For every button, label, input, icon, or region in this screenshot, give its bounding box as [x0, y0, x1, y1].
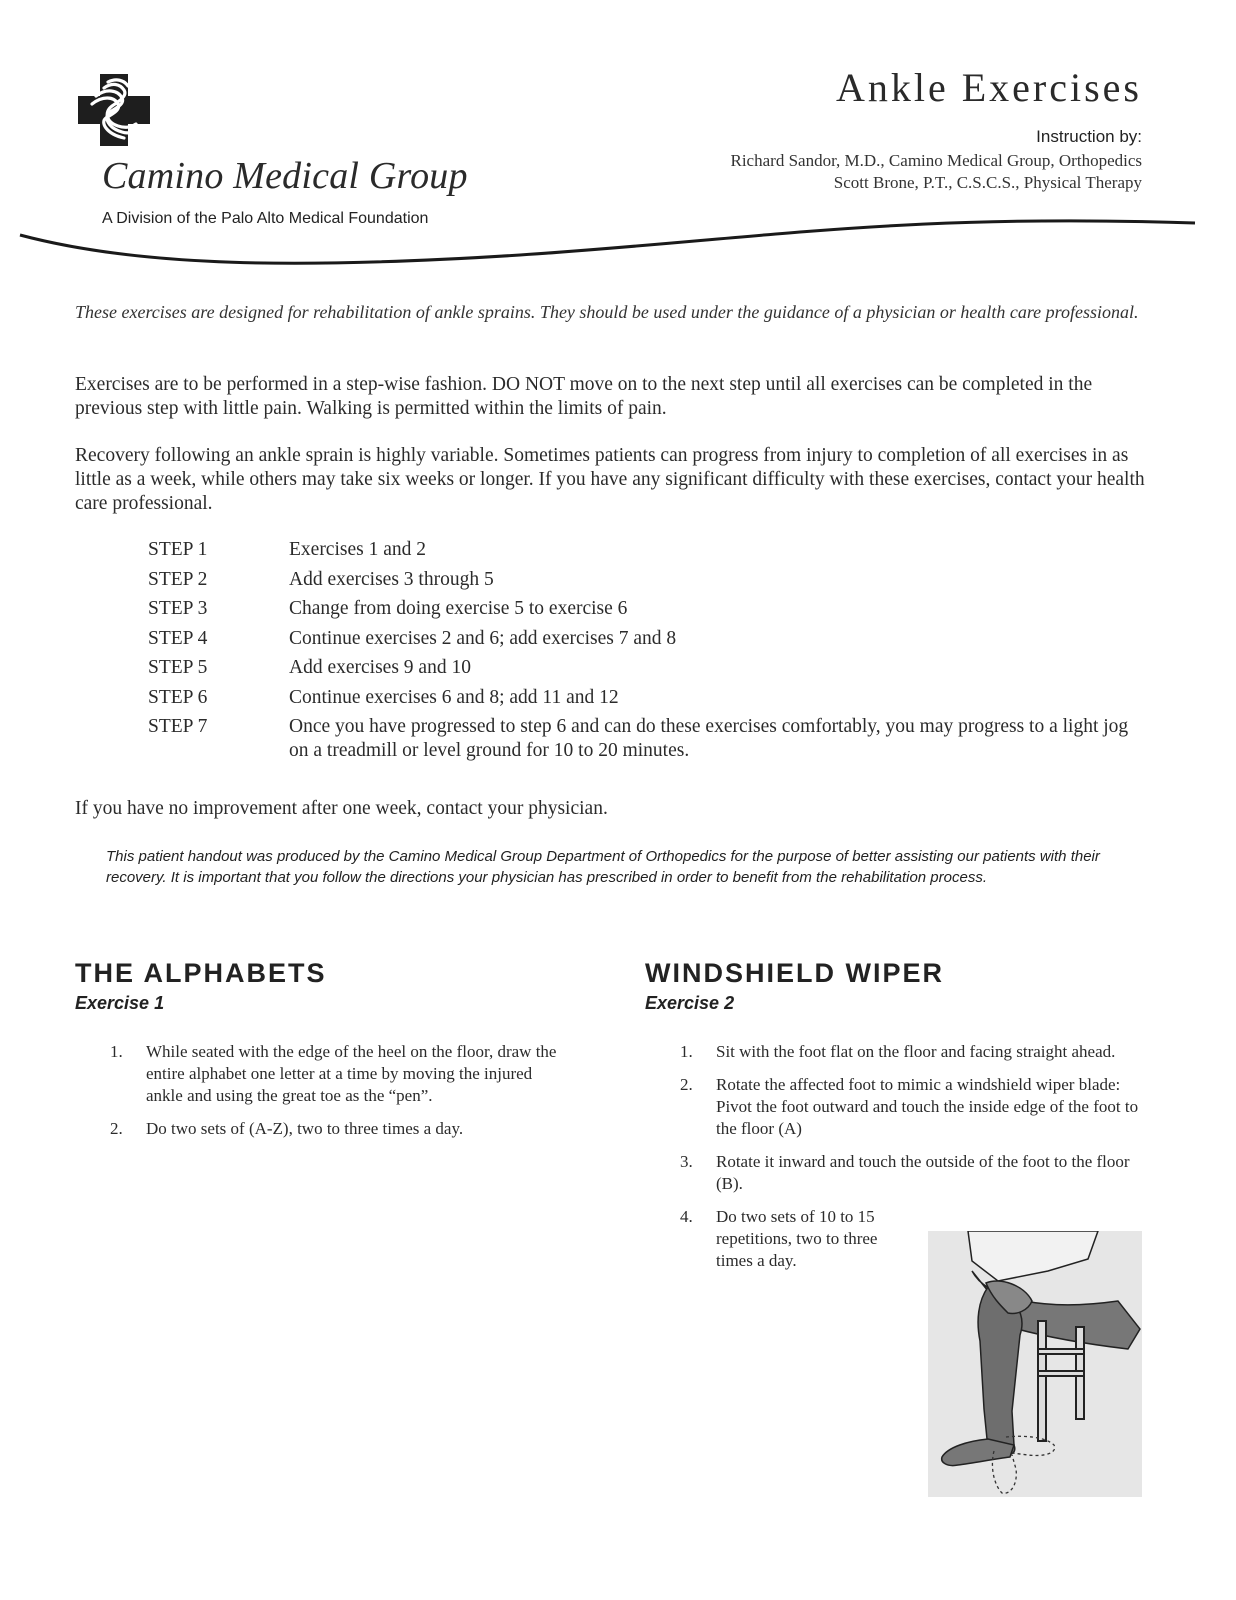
exercise-title: WINDSHIELD WIPER: [645, 958, 944, 988]
disclaimer-text: This patient handout was produced by the Camino Medical Group Department of Orthopedics for the purpose of better assisting our patients with their recovery. It is important that you follow the directions your physician has prescribed in order to benefit from the rehabilitation process.: [106, 848, 1100, 886]
step-text: Exercises 1 and 2: [289, 539, 426, 560]
step-row: [148, 627, 1148, 651]
list-item: [680, 1074, 1140, 1140]
list-item-text: Do two sets of (A-Z), two to three times a day.: [146, 1119, 464, 1138]
list-item-number: 1.: [680, 1042, 693, 1061]
exercise-instructions: [110, 1041, 560, 1151]
step-label: STEP 5: [148, 657, 208, 678]
exercise-title: THE ALPHABETS: [75, 958, 327, 988]
logo-cross-icon: [78, 74, 150, 146]
paragraph: If you have no improvement after one week, contact your physician.: [75, 798, 608, 819]
list-item: [680, 1151, 1140, 1195]
windshield-wiper-illustration: [928, 1231, 1142, 1497]
list-item-text: Sit with the foot flat on the floor and facing straight ahead.: [716, 1042, 1116, 1061]
exercise-subtitle: Exercise 1: [75, 993, 165, 1013]
list-item: [110, 1041, 560, 1107]
step-text: Add exercises 9 and 10: [289, 657, 471, 678]
list-item-number: 3.: [680, 1152, 693, 1171]
step-text: Once you have progressed to step 6 and can do these exercises comfortably, you may progress to a light jog on a treadmill or level ground for 10 to 20 minutes.: [289, 716, 1129, 761]
list-item-text: Do two sets of 10 to 15 repetitions, two to three times a day.: [716, 1207, 878, 1270]
instructors-block: [731, 127, 1143, 194]
list-item-text: Rotate it inward and touch the outside of the foot to the floor (B).: [716, 1152, 1130, 1193]
step-row: [148, 538, 1148, 562]
list-item-number: 4.: [680, 1207, 693, 1226]
paragraph: Recovery following an ankle sprain is highly variable. Sometimes patients can progress from injury to completion of all exercises in as little as a week, while others may take six weeks or longer. If you have any significant difficulty with these exercises, contact your health care professional.: [75, 445, 1145, 514]
org-name: Camino Medical Group: [102, 155, 468, 197]
step-row: [148, 656, 1148, 680]
instructor-line: Scott Brone, P.T., C.S.C.S., Physical Therapy: [833, 173, 1142, 192]
paragraph: Exercises are to be performed in a step-wise fashion. DO NOT move on to the next step until all exercises can be completed in the previous step with little pain. Walking is permitted within the limits of pain.: [75, 374, 1093, 419]
list-item-number: 2.: [110, 1119, 123, 1138]
header-swoosh-divider: [0, 205, 1236, 275]
steps-table: [148, 538, 1148, 769]
intro-text: These exercises are designed for rehabilitation of ankle sprains. They should be used under the guidance of a physician or health care professional.: [75, 302, 1139, 322]
seated-leg-illustration: [928, 1231, 1142, 1497]
step-label: STEP 2: [148, 568, 208, 590]
list-item-text: Rotate the affected foot to mimic a windshield wiper blade: Pivot the foot outward and touch the inside edge of the foot to the floor (A): [716, 1075, 1139, 1138]
list-item-number: 1.: [110, 1042, 123, 1061]
list-item-number: 2.: [680, 1075, 693, 1094]
step-text: Continue exercises 2 and 6; add exercises 7 and 8: [289, 627, 677, 649]
org-division: A Division of the Palo Alto Medical Foundation: [102, 210, 429, 227]
step-label: STEP 4: [148, 627, 208, 649]
list-item-text: While seated with the edge of the heel on the floor, draw the entire alphabet one letter at a time by moving the injured ankle and using the great toe as the “pen”.: [146, 1042, 557, 1105]
step-label: STEP 7: [148, 716, 208, 737]
instruction-label: Instruction by:: [1036, 127, 1142, 146]
step-label: STEP 1: [148, 539, 208, 560]
step-row: [148, 715, 1148, 763]
list-item: [110, 1118, 560, 1140]
step-text: Add exercises 3 through 5: [289, 568, 494, 590]
step-row: [148, 686, 1148, 710]
step-row: [148, 568, 1148, 592]
step-label: STEP 3: [148, 598, 208, 619]
step-text: Continue exercises 6 and 8; add 11 and 12: [289, 686, 619, 708]
page-title: Ankle Exercises: [835, 65, 1142, 110]
step-label: STEP 6: [148, 686, 208, 708]
step-row: [148, 597, 1148, 621]
exercise-subtitle: Exercise 2: [645, 993, 735, 1013]
step-text: Change from doing exercise 5 to exercise 6: [289, 598, 628, 619]
camino-logo: [78, 74, 150, 146]
instructor-line: Richard Sandor, M.D., Camino Medical Group, Orthopedics: [730, 151, 1142, 170]
list-item: [680, 1041, 1140, 1063]
